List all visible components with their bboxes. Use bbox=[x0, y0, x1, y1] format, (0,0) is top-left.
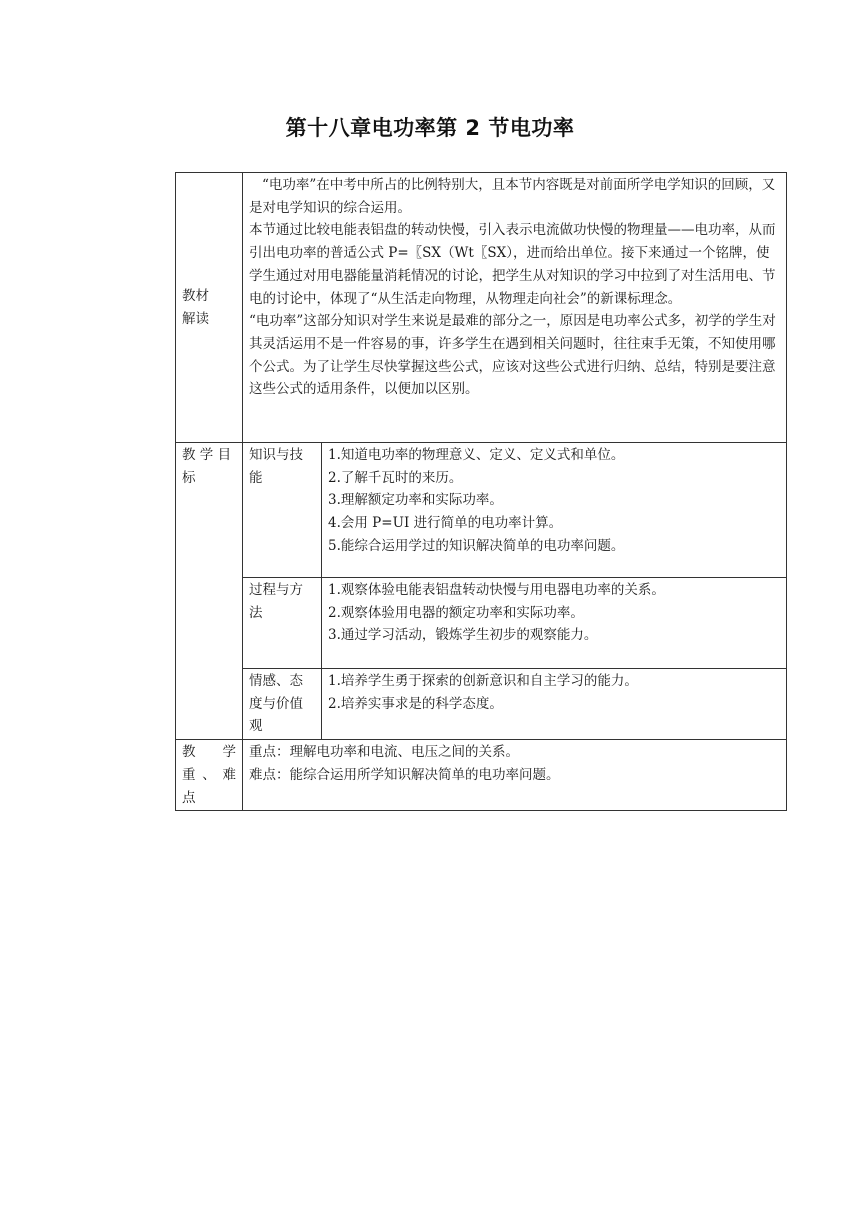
knowledge-skills-content bbox=[322, 443, 787, 578]
key-points-row bbox=[176, 740, 787, 811]
textbook-reading-row bbox=[176, 173, 787, 443]
attitude-values-content bbox=[322, 669, 787, 740]
reading-paragraph: 本节通过比较电能表铝盘的转动快慢，引入表示电流做功快慢的物理量——电功率，从而引出电功率的普适公式 P=〖SX（Wt〖SX），进而给出单位。接下来通过一个铭牌，使学生通过对用电器能量消耗情况的讨论，把学生从对知识的学习中拉到了对生活用电、节电的讨论中，体现了“从生活走向物理，从物理走向社会”的新课标理念。 bbox=[249, 222, 776, 307]
attitude-values-label: 情感、态 度与价值 观 bbox=[243, 669, 322, 740]
objectives-process-row bbox=[176, 578, 787, 669]
list-item: 难点：能综合运用所学知识解决简单的电功率问题。 bbox=[249, 766, 560, 783]
list-item: 重点：理解电功率和电流、电压之间的关系。 bbox=[249, 744, 519, 761]
list-item: 2.培养实事求是的科学态度。 bbox=[328, 695, 503, 712]
list-item: 2.观察体验用电器的额定功率和实际功率。 bbox=[328, 604, 584, 621]
reading-paragraph: “电功率”在中考中所占的比例特别大，且本节内容既是对前面所学电学知识的回顾，又是对电学知识的综合运用。 bbox=[249, 177, 776, 216]
list-item: 1.知道电功率的物理意义、定义、定义式和单位。 bbox=[328, 447, 625, 463]
process-methods-content bbox=[322, 578, 787, 669]
knowledge-skills-label: 知识与技 能 bbox=[243, 443, 322, 578]
page-title: 第十八章电功率第 2 节电功率 bbox=[285, 116, 575, 140]
list-item: 3.理解额定功率和实际功率。 bbox=[328, 492, 503, 509]
list-item: 3.通过学习活动，锻炼学生初步的观察能力。 bbox=[328, 627, 598, 644]
lesson-plan-table bbox=[175, 172, 787, 811]
reading-paragraph: “电功率”这部分知识对学生来说是最难的部分之一，原因是电功率公式多，初学的学生对其灵活运用不是一件容易的事，许多学生在遇到相关问题时，往往束手无策，不知使用哪个公式。为了让学生尽快掌握这些公式，应该对这些公式进行归纳、总结，特别是要注意这些公式的适用条件，以便加以区别。 bbox=[249, 313, 776, 398]
teaching-objectives-label: 教 学 目 标 bbox=[176, 443, 243, 740]
list-item: 1.培养学生勇于探索的创新意识和自主学习的能力。 bbox=[328, 673, 638, 689]
textbook-reading-content bbox=[243, 173, 787, 443]
objectives-knowledge-row bbox=[176, 443, 787, 578]
list-item: 1.观察体验电能表铝盘转动快慢与用电器电功率的关系。 bbox=[328, 582, 665, 598]
process-methods-label: 过程与方 法 bbox=[243, 578, 322, 669]
list-item: 5.能综合运用学过的知识解决简单的电功率问题。 bbox=[328, 537, 625, 554]
list-item: 4.会用 P=UI 进行简单的电功率计算。 bbox=[328, 515, 563, 532]
key-difficult-points-content bbox=[243, 740, 787, 811]
list-item: 2.了解千瓦时的来历。 bbox=[328, 469, 463, 486]
objectives-attitude-row bbox=[176, 669, 787, 740]
textbook-reading-label: 教材 解读 bbox=[176, 173, 243, 443]
key-difficult-points-label: 教 学 重 、 难 点 bbox=[176, 740, 243, 811]
